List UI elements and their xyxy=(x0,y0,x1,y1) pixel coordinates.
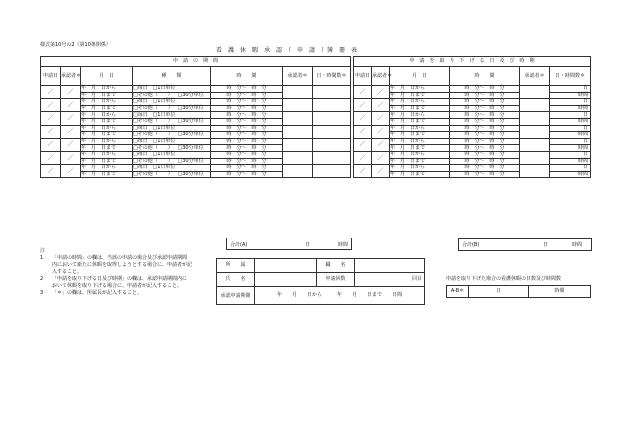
category-cell[interactable]: □その他（ ） □30分単位 xyxy=(133,145,211,152)
date-cell[interactable]: 年 月 日から xyxy=(390,86,450,93)
approver2-cell[interactable] xyxy=(520,138,550,151)
approver-cell[interactable]: ／ xyxy=(372,86,390,99)
col-month-day: 月 日 xyxy=(81,67,133,86)
days-hours-cell[interactable] xyxy=(313,86,351,99)
approver-cell[interactable]: ／ xyxy=(61,99,81,112)
unit-cell: 日 xyxy=(550,151,591,158)
apply-date-cell[interactable]: ／ xyxy=(41,138,61,151)
leave-application-table xyxy=(40,56,351,178)
approver2-cell[interactable] xyxy=(520,125,550,138)
time-cell[interactable]: 時 分～ 時 分 xyxy=(211,118,283,125)
note-3-num: 3 xyxy=(40,290,44,296)
approver2-cell[interactable] xyxy=(520,151,550,164)
left-total-hour: 時間 xyxy=(338,242,349,248)
date-cell[interactable]: 年 月 日まで xyxy=(390,105,450,112)
right-total-day: 日 xyxy=(543,242,549,248)
approver-cell[interactable]: ／ xyxy=(61,86,81,99)
approver2-cell[interactable] xyxy=(520,86,550,99)
category-cell[interactable]: □毎日 □1日単位 xyxy=(133,86,211,93)
category-cell[interactable]: □その他（ ） □30分単位 xyxy=(133,118,211,125)
col-category: 種 類 xyxy=(133,67,211,86)
time-cell[interactable]: 時 分～ 時 分 xyxy=(450,132,520,139)
col-apply-date: 申請日 xyxy=(41,67,61,86)
date-cell[interactable]: 年 月 日から xyxy=(390,165,450,172)
left-section-title: 申 請 の 期 間 xyxy=(41,57,351,67)
note-1b: 内において新たに休暇を取得しようとする場合に、申請者が記 xyxy=(52,262,193,268)
date-cell[interactable]: 年 月 日から xyxy=(390,138,450,145)
apply-date-cell[interactable]: ／ xyxy=(354,112,372,125)
apply-date-cell[interactable]: ／ xyxy=(41,125,61,138)
date-cell[interactable]: 年 月 日から xyxy=(81,138,133,145)
date-cell[interactable]: 年 月 日から xyxy=(81,165,133,172)
approver-cell[interactable]: ／ xyxy=(61,112,81,125)
approver2-cell[interactable] xyxy=(520,99,550,112)
unit-cell: 時間 xyxy=(550,145,591,152)
note-2b: おいて休暇を取り下げる場合に、申請者が記入すること。 xyxy=(52,283,183,289)
date-cell[interactable]: 年 月 日から xyxy=(81,151,133,158)
form-number: 様式第10号の2（第10条関係） xyxy=(40,42,111,48)
category-cell[interactable]: □毎日 □1日単位 xyxy=(133,125,211,132)
approver2-cell[interactable] xyxy=(283,138,313,151)
unit-cell: 時間 xyxy=(550,118,591,125)
apply-date-cell[interactable]: ／ xyxy=(41,151,61,164)
ab-label: A-B＊ xyxy=(447,286,469,298)
unit-cell: 時間 xyxy=(550,171,591,178)
date-cell[interactable]: 年 月 日まで xyxy=(81,132,133,139)
approver2-cell[interactable] xyxy=(283,151,313,164)
approver2-cell[interactable] xyxy=(283,99,313,112)
col-approver: 承認者＊ xyxy=(61,67,81,86)
time-cell[interactable]: 時 分～ 時 分 xyxy=(211,86,283,93)
date-cell[interactable]: 年 月 日まで xyxy=(81,92,133,99)
days-hours-cell[interactable] xyxy=(313,99,351,112)
time-cell[interactable]: 時 分～ 時 分 xyxy=(450,145,520,152)
apply-date-cell[interactable]: ／ xyxy=(354,125,372,138)
table-row xyxy=(354,138,591,145)
date-cell[interactable]: 年 月 日まで xyxy=(81,158,133,165)
apply-date-cell[interactable]: ／ xyxy=(41,99,61,112)
position-value[interactable] xyxy=(355,259,425,273)
notes xyxy=(40,248,215,297)
time-cell[interactable]: 時 分～ 時 分 xyxy=(450,125,520,132)
approver2-cell[interactable] xyxy=(520,165,550,178)
category-cell[interactable]: □毎日 □1日単位 xyxy=(133,99,211,106)
time-cell[interactable]: 時 分～ 時 分 xyxy=(211,165,283,172)
form-title: 看 護 休 暇 承 認 （ 申 請 ）簿 冊 表 xyxy=(216,47,358,54)
apply-date-cell[interactable]: ／ xyxy=(354,165,372,178)
approver2-cell[interactable] xyxy=(283,112,313,125)
approver-cell[interactable]: ／ xyxy=(372,151,390,164)
table-row xyxy=(354,105,591,112)
col-time: 時 間 xyxy=(450,67,520,86)
date-cell[interactable]: 年 月 日まで xyxy=(390,171,450,178)
days-hours-cell[interactable] xyxy=(313,151,351,164)
summary-caption: 申請を取り下げた場合の看護休暇の日数及び時間数 xyxy=(446,276,562,282)
summary-table xyxy=(446,285,591,298)
applicant-info-table xyxy=(216,258,425,305)
note-2-num: 2 xyxy=(40,276,44,282)
affiliation-label: 所 属 xyxy=(217,259,255,273)
time-cell[interactable]: 時 分～ 時 分 xyxy=(450,105,520,112)
time-cell[interactable]: 時 分～ 時 分 xyxy=(450,158,520,165)
approver-cell[interactable]: ／ xyxy=(372,99,390,112)
apply-date-cell[interactable]: ／ xyxy=(41,112,61,125)
apply-date-cell[interactable]: ／ xyxy=(354,99,372,112)
summary-hour-unit: 時間 xyxy=(529,286,591,298)
note-3: 「＊」の欄は、所属長が記入すること。 xyxy=(52,290,143,296)
date-cell[interactable]: 年 月 日から xyxy=(390,125,450,132)
apply-date-cell[interactable]: ／ xyxy=(354,138,372,151)
date-cell[interactable]: 年 月 日から xyxy=(390,99,450,106)
time-cell[interactable]: 時 分～ 時 分 xyxy=(211,158,283,165)
col-days-hours: 日・時間数＊ xyxy=(313,67,351,86)
time-cell[interactable]: 時 分～ 時 分 xyxy=(450,151,520,158)
left-total-day: 日 xyxy=(305,242,311,248)
time-cell[interactable]: 時 分～ 時 分 xyxy=(211,151,283,158)
note-2: 「申請を取り下げる日及び時期」の欄は、承認申請期間内に xyxy=(52,276,188,282)
col-approver2: 承認者＊ xyxy=(520,67,550,86)
time-cell[interactable]: 時 分～ 時 分 xyxy=(450,171,520,178)
apply-date-cell[interactable]: ／ xyxy=(41,86,61,99)
approver2-cell[interactable] xyxy=(520,112,550,125)
col-approver2: 承認者＊ xyxy=(283,67,313,86)
approver-cell[interactable]: ／ xyxy=(372,138,390,151)
time-cell[interactable]: 時 分～ 時 分 xyxy=(450,112,520,119)
date-cell[interactable]: 年 月 日から xyxy=(390,112,450,119)
time-cell[interactable]: 時 分～ 時 分 xyxy=(211,112,283,119)
left-total-label-text: 合計(A) xyxy=(230,242,248,248)
days-hours-cell[interactable] xyxy=(313,138,351,151)
unit-cell: 日 xyxy=(550,125,591,132)
col-approver: 承認者＊ xyxy=(372,67,390,86)
approver2-cell[interactable] xyxy=(283,165,313,178)
date-cell[interactable]: 年 月 日まで xyxy=(81,118,133,125)
col-month-day: 月 日 xyxy=(390,67,450,86)
date-cell[interactable]: 年 月 日まで xyxy=(81,105,133,112)
time-cell[interactable]: 時 分～ 時 分 xyxy=(211,105,283,112)
date-cell[interactable]: 年 月 日から xyxy=(390,151,450,158)
time-cell[interactable]: 時 分～ 時 分 xyxy=(211,138,283,145)
right-total-label: 合計(B) xyxy=(462,242,480,248)
time-cell[interactable]: 時 分～ 時 分 xyxy=(450,99,520,106)
period-value: 年 月 日から 年 月 日まで 日間 xyxy=(255,287,425,305)
left-total-box xyxy=(226,238,352,250)
apply-date-cell[interactable]: ／ xyxy=(354,151,372,164)
time-cell[interactable]: 時 分～ 時 分 xyxy=(450,118,520,125)
approver-cell[interactable]: ／ xyxy=(372,125,390,138)
unit-cell: 時間 xyxy=(550,158,591,165)
date-cell[interactable]: 年 月 日まで xyxy=(390,92,450,99)
apply-count-label: 申請回数 xyxy=(317,273,355,287)
category-cell[interactable]: □毎日 □1日単位 xyxy=(133,112,211,119)
note-1-num: 1 xyxy=(40,255,44,261)
category-cell[interactable]: □その他（ ） □30分単位 xyxy=(133,158,211,165)
time-cell[interactable]: 時 分～ 時 分 xyxy=(211,145,283,152)
approver-cell[interactable]: ／ xyxy=(372,112,390,125)
right-total-hour: 時間 xyxy=(572,242,583,248)
unit-cell: 日 xyxy=(550,112,591,119)
time-cell[interactable]: 時 分～ 時 分 xyxy=(450,165,520,172)
date-cell[interactable]: 年 月 日まで xyxy=(390,145,450,152)
category-cell[interactable]: □毎日 □1日単位 xyxy=(133,165,211,172)
withdrawal-table xyxy=(353,56,591,178)
apply-date-cell[interactable]: ／ xyxy=(41,165,61,178)
approver-cell[interactable]: ／ xyxy=(61,125,81,138)
approver2-cell[interactable] xyxy=(283,125,313,138)
apply-count-unit: 回目 xyxy=(355,273,425,287)
date-cell[interactable]: 年 月 日から xyxy=(81,99,133,106)
category-cell[interactable]: □その他（ ） □30分単位 xyxy=(133,92,211,99)
date-cell[interactable]: 年 月 日から xyxy=(81,112,133,119)
unit-cell: 時間 xyxy=(550,105,591,112)
unit-cell: 時間 xyxy=(550,92,591,99)
category-cell[interactable]: □その他（ ） □30分単位 xyxy=(133,132,211,139)
unit-cell: 日 xyxy=(550,86,591,93)
table-row xyxy=(354,171,591,178)
summary-day-unit: 日 xyxy=(469,286,529,298)
days-hours-cell[interactable] xyxy=(313,165,351,178)
days-hours-cell[interactable] xyxy=(313,112,351,125)
date-cell[interactable]: 年 月 日まで xyxy=(81,145,133,152)
date-cell[interactable]: 年 月 日から xyxy=(81,125,133,132)
unit-cell: 日 xyxy=(550,138,591,145)
affiliation-value[interactable] xyxy=(255,259,317,273)
time-cell[interactable]: 時 分～ 時 分 xyxy=(211,125,283,132)
date-cell[interactable]: 年 月 日から xyxy=(81,86,133,93)
time-cell[interactable]: 時 分～ 時 分 xyxy=(211,171,283,178)
unit-cell: 日 xyxy=(550,99,591,106)
time-cell[interactable]: 時 分～ 時 分 xyxy=(211,132,283,139)
unit-cell: 日 xyxy=(550,165,591,172)
col-time: 時 間 xyxy=(211,67,283,86)
time-cell[interactable]: 時 分～ 時 分 xyxy=(450,86,520,93)
date-cell[interactable]: 年 月 日まで xyxy=(390,132,450,139)
category-cell[interactable]: □その他（ ） □30分単位 xyxy=(133,171,211,178)
apply-date-cell[interactable]: ／ xyxy=(354,86,372,99)
time-cell[interactable]: 時 分～ 時 分 xyxy=(450,92,520,99)
name-label: 氏 名 xyxy=(217,273,255,287)
position-label: 職 名 xyxy=(317,259,355,273)
period-label: 承認申請期間 xyxy=(217,287,255,305)
col-days-hours: 日・時間数＊ xyxy=(550,67,591,86)
approver-cell[interactable]: ／ xyxy=(372,165,390,178)
note-1c: 入すること。 xyxy=(52,269,83,275)
unit-cell: 時間 xyxy=(550,132,591,139)
days-hours-cell[interactable] xyxy=(313,125,351,138)
right-section-title: 申 請 を 取 り 下 げ る 日 及 び 時 期 xyxy=(354,57,591,67)
category-cell[interactable]: □その他（ ） □30分単位 xyxy=(133,105,211,112)
time-cell[interactable]: 時 分～ 時 分 xyxy=(211,92,283,99)
date-cell[interactable]: 年 月 日まで xyxy=(390,158,450,165)
date-cell[interactable]: 年 月 日まで xyxy=(81,171,133,178)
col-apply-date: 申請日 xyxy=(354,67,372,86)
time-cell[interactable]: 時 分～ 時 分 xyxy=(211,99,283,106)
approver2-cell[interactable] xyxy=(283,86,313,99)
approver-cell[interactable]: ／ xyxy=(61,165,81,178)
approver-cell[interactable]: ／ xyxy=(61,151,81,164)
date-cell[interactable]: 年 月 日まで xyxy=(390,118,450,125)
category-cell[interactable]: □毎日 □1日単位 xyxy=(133,151,211,158)
approver-cell[interactable]: ／ xyxy=(61,138,81,151)
time-cell[interactable]: 時 分～ 時 分 xyxy=(450,138,520,145)
note-1: 「申請の時間」の欄は、当該の申請の場合及び承認申請期間 xyxy=(52,255,188,261)
category-cell[interactable]: □毎日 □1日単位 xyxy=(133,138,211,145)
notes-heading: 注 xyxy=(40,248,46,254)
name-value[interactable] xyxy=(255,273,317,287)
